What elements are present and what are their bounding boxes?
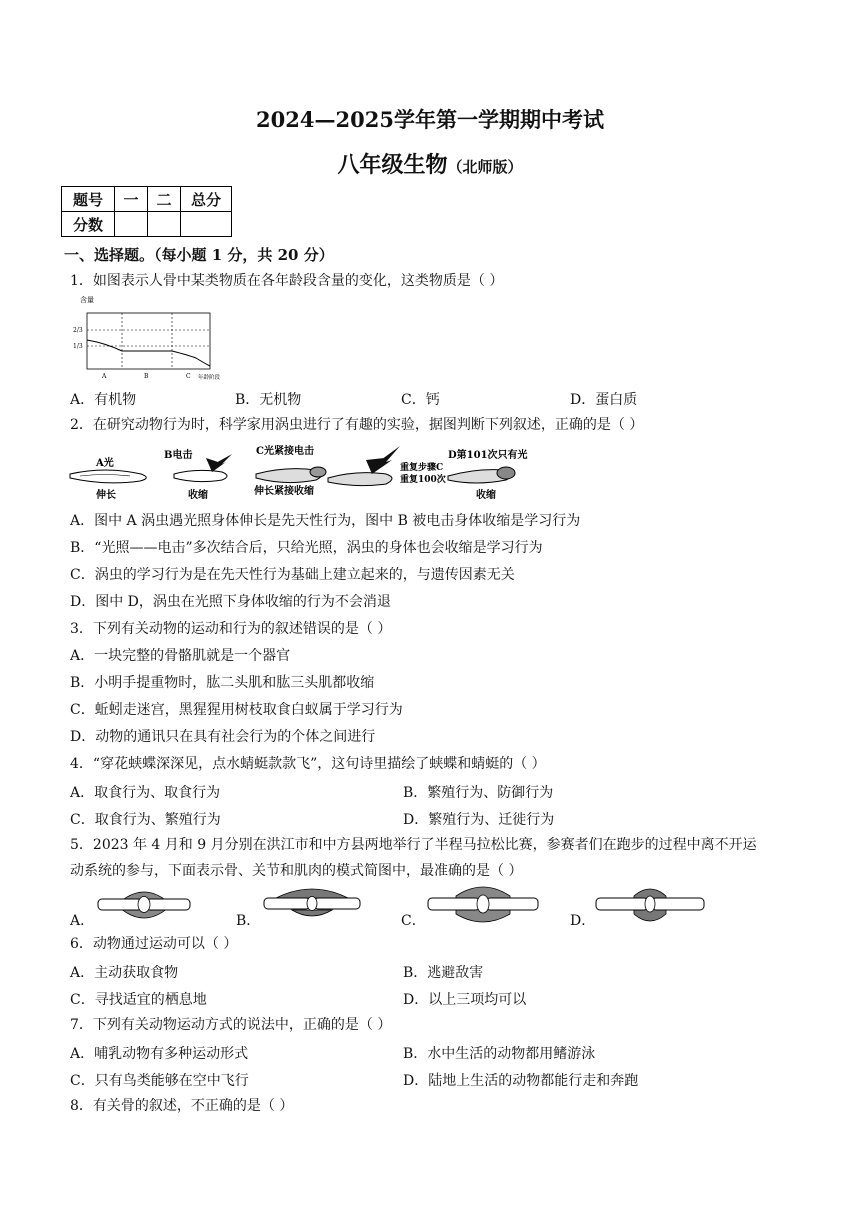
q1-option-b[interactable]: B．无机物 (235, 392, 302, 408)
q7-option-a[interactable]: A．哺乳动物有多种运动形式 (70, 1046, 249, 1062)
q4-option-b[interactable]: B．繁殖行为、防御行为 (403, 785, 554, 801)
q1-xtick-a: A (102, 373, 107, 380)
score-cell: 二 (148, 187, 181, 212)
q2-planarian-figure (66, 440, 546, 504)
question-2-stem: 2．在研究动物行为时，科学家用涡虫进行了有趣的实验，据图判断下列叙述，正确的是（ ） (70, 417, 644, 433)
q6-option-d[interactable]: D．以上三项均可以 (403, 992, 527, 1008)
q1-chart-frame (87, 313, 210, 369)
q1-xtick-c: C (186, 373, 191, 380)
q1-line-chart (70, 293, 230, 385)
q3-option-a[interactable]: A．一块完整的骨骼肌就是一个器官 (70, 648, 291, 664)
q3-option-c[interactable]: C．蚯蚓走迷宫，黑猩猩用树枝取食白蚁属于学习行为 (70, 702, 403, 718)
repeat-label-2: 重复100次 (400, 475, 446, 485)
q4-option-c[interactable]: C．取食行为、繁殖行为 (70, 812, 221, 828)
repeat-label-1: 重复步骤C (400, 463, 444, 473)
worm-d-bottom: 收缩 (476, 490, 496, 501)
q1-option-d[interactable]: D．蛋白质 (570, 392, 638, 408)
q1-ytick-2-3: 2/3 (73, 327, 83, 334)
question-8-stem: 8．有关骨的叙述，不正确的是（ ） (70, 1098, 294, 1114)
score-cell (181, 212, 232, 237)
worm-d (448, 467, 515, 483)
worm-c (256, 467, 326, 483)
exam-subtitle (0, 148, 860, 179)
q1-curve (87, 340, 210, 366)
q2-option-a[interactable]: A．图中 A 涡虫遇光照身体伸长是先天性行为，图中 B 被电击身体收缩是学习行为 (70, 513, 581, 529)
q6-option-a[interactable]: A．主动获取食物 (70, 965, 179, 981)
score-cell: 题号 (62, 187, 115, 212)
worm-a-bottom: 伸长 (96, 490, 116, 501)
lightning-c (366, 446, 400, 474)
question-3-stem: 3．下列有关动物的运动和行为的叙述错误的是（ ） (70, 621, 392, 637)
q4-option-a[interactable]: A．取食行为、取食行为 (70, 785, 221, 801)
q7-option-d[interactable]: D．陆地上生活的动物都能行走和奔跑 (403, 1073, 639, 1089)
section-heading: 一、选择题。（每小题 1 分，共 20 分） (64, 246, 334, 264)
q1-option-a[interactable]: A．有机物 (70, 392, 137, 408)
worm-a-top: A光 (96, 458, 114, 469)
exam-title: 2024—2025学年第一学期期中考试 (256, 107, 604, 132)
question-5-stem-line-1: 5．2023 年 4 月和 9 月分别在洪江市和中方县两地举行了半程马拉松比赛，参赛者们在跑步的过程中离不开运 (70, 837, 757, 853)
score-cell: 总分 (181, 187, 232, 212)
q7-option-b[interactable]: B．水中生活的动物都用鳍游泳 (403, 1046, 596, 1062)
q3-option-b[interactable]: B．小明手提重物时，肱二头肌和肱三头肌都收缩 (70, 675, 375, 691)
score-cell: 一 (115, 187, 148, 212)
q5-option-b[interactable]: B． (236, 913, 261, 929)
q5-diagram-c (426, 884, 540, 924)
score-table-header-row (62, 187, 232, 212)
q2-option-d[interactable]: D．图中 D，涡虫在光照下身体收缩的行为不会消退 (70, 594, 391, 610)
worm-repeat (328, 473, 392, 486)
worm-b-bottom: 收缩 (188, 490, 208, 501)
question-7-stem: 7．下列有关动物运动方式的说法中，正确的是（ ） (70, 1017, 392, 1033)
q5-option-a[interactable]: A． (70, 913, 95, 929)
q1-ylabel: 含量 (80, 296, 94, 304)
q1-option-c[interactable]: C．钙 (401, 392, 440, 408)
score-table (61, 186, 232, 237)
q1-xlabel: 年龄阶段 (198, 375, 221, 381)
question-4-stem: 4．“穿花蛱蝶深深见，点水蜻蜓款款飞”，这句诗里描绘了蛱蝶和蜻蜓的（ ） (70, 756, 546, 772)
q5-diagram-b (262, 884, 362, 924)
worm-b-top: B电击 (164, 450, 193, 461)
score-cell (148, 212, 181, 237)
q7-option-c[interactable]: C．只有鸟类能够在空中飞行 (70, 1073, 249, 1089)
q5-diagram-a (96, 884, 192, 924)
q4-option-d[interactable]: D．繁殖行为、迁徙行为 (403, 812, 555, 828)
worm-c-top: C光紧接电击 (256, 446, 314, 457)
lightning-b (206, 454, 232, 472)
q2-option-b[interactable]: B．“光照——电击”多次结合后，只给光照，涡虫的身体也会收缩是学习行为 (70, 540, 543, 556)
q1-ytick-1-3: 1/3 (73, 343, 83, 350)
question-1-stem: 1．如图表示人骨中某类物质在各年龄段含量的变化，这类物质是（ ） (70, 273, 504, 289)
q1-xtick-b: B (144, 373, 149, 380)
question-5-stem-line-2: 动系统的参与，下面表示骨、关节和肌肉的模式简图中，最准确的是（ ） (70, 863, 523, 879)
q3-option-d[interactable]: D．动物的通讯只在具有社会行为的个体之间进行 (70, 729, 376, 745)
q5-option-c[interactable]: C． (401, 913, 426, 929)
worm-c-bottom: 伸长紧接收缩 (254, 486, 314, 497)
question-6-stem: 6．动物通过运动可以（ ） (70, 936, 238, 952)
q6-option-c[interactable]: C．寻找适宜的栖息地 (70, 992, 207, 1008)
q2-option-c[interactable]: C．涡虫的学习行为是在先天性行为基础上建立起来的，与遗传因素无关 (70, 567, 515, 583)
q5-diagram-d (594, 884, 706, 924)
worm-a (70, 470, 146, 483)
score-cell: 分数 (62, 212, 115, 237)
q5-option-d[interactable]: D． (570, 913, 596, 929)
worm-b (174, 470, 227, 481)
score-table-value-row (62, 212, 232, 237)
q6-option-b[interactable]: B．逃避敌害 (403, 965, 484, 981)
worm-d-top: D第101次只有光 (448, 450, 528, 461)
edition-label: （北师版） (447, 158, 523, 176)
score-cell (115, 212, 148, 237)
subject-title: 八年级生物 (337, 152, 448, 178)
